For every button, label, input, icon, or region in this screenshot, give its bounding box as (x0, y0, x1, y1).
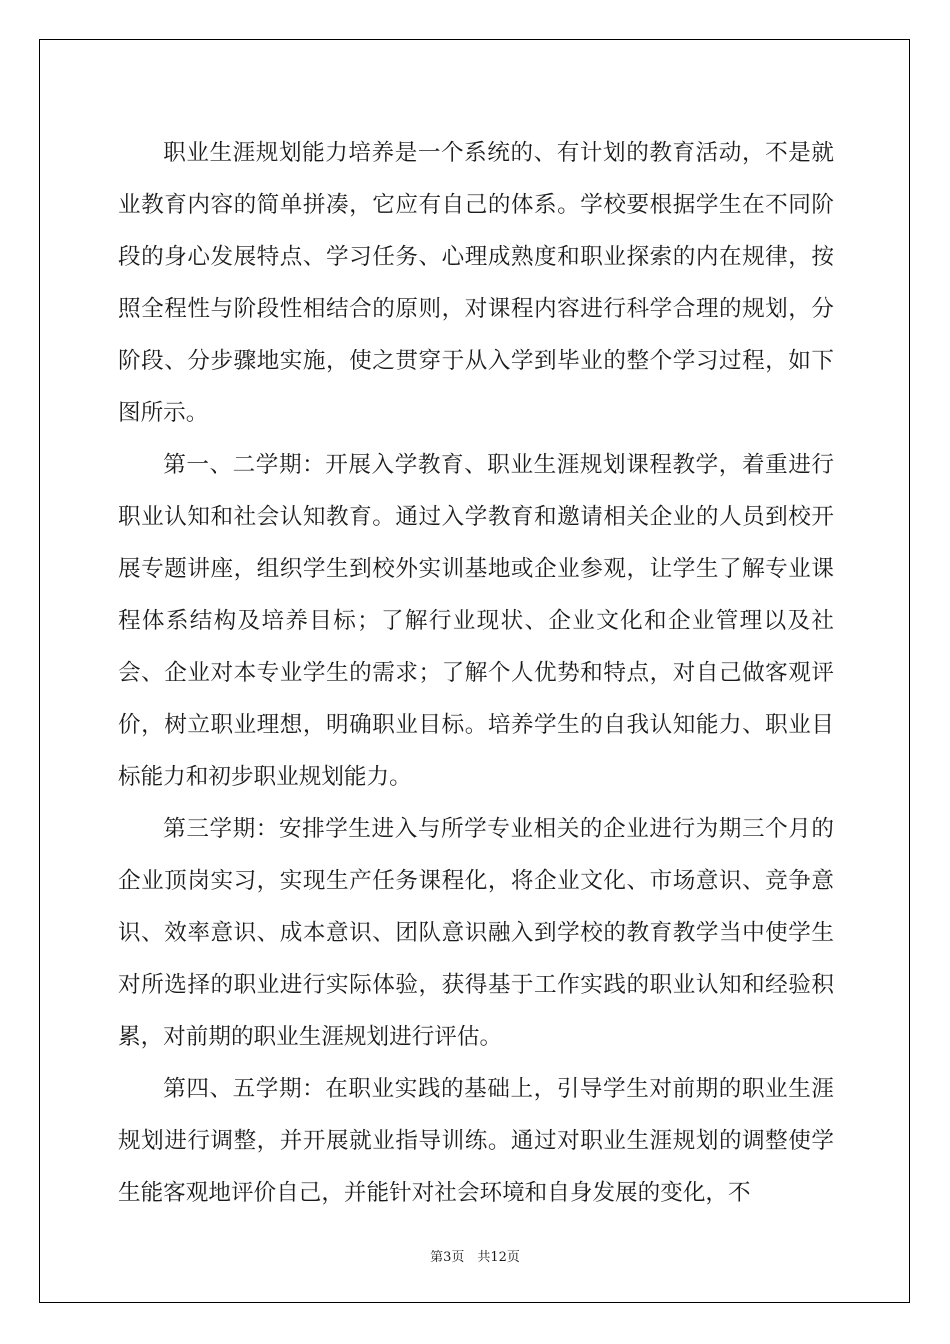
paragraph-intro: 职业生涯规划能力培养是一个系统的、有计划的教育活动，不是就业教育内容的简单拼凑，它应有自己的体系。学校要根据学生在不同阶段的身心发展特点、学习任务、心理成熟度和职业探索的内在规律，按照全程性与阶段性相结合的原则，对课程内容进行科学合理的规划，分阶段、分步骤地实施，使之贯穿于从入学到毕业的整个学习过程，如下图所示。 (118, 140, 834, 426)
paragraph-semester-4-5: 第四、五学期：在职业实践的基础上，引导学生对前期的职业生涯规划进行调整，并开展就业指导训练。通过对职业生涯规划的调整使学生能客观地评价自己，并能针对社会环境和自身发展的变化，不 (118, 1076, 834, 1206)
document-body (118, 127, 834, 1219)
paragraph-semester-1-2: 第一、二学期：开展入学教育、职业生涯规划课程教学，着重进行职业认知和社会认知教育。通过入学教育和邀请相关企业的人员到校开展专题讲座，组织学生到校外实训基地或企业参观，让学生了解专业课程体系结构及培养目标；了解行业现状、企业文化和企业管理以及社会、企业对本专业学生的需求；了解个人优势和特点，对自己做客观评价，树立职业理想，明确职业目标。培养学生的自我认知能力、职业目标能力和初步职业规划能力。 (118, 452, 834, 790)
paragraph-semester-3: 第三学期：安排学生进入与所学专业相关的企业进行为期三个月的企业顶岗实习，实现生产任务课程化，将企业文化、市场意识、竞争意识、效率意识、成本意识、团队意识融入到学校的教育教学当中使学生对所选择的职业进行实际体验，获得基于工作实践的职业认知和经验积累，对前期的职业生涯规划进行评估。 (118, 816, 834, 1050)
page-number-footer: 第3页 共12页 (430, 1250, 520, 1265)
